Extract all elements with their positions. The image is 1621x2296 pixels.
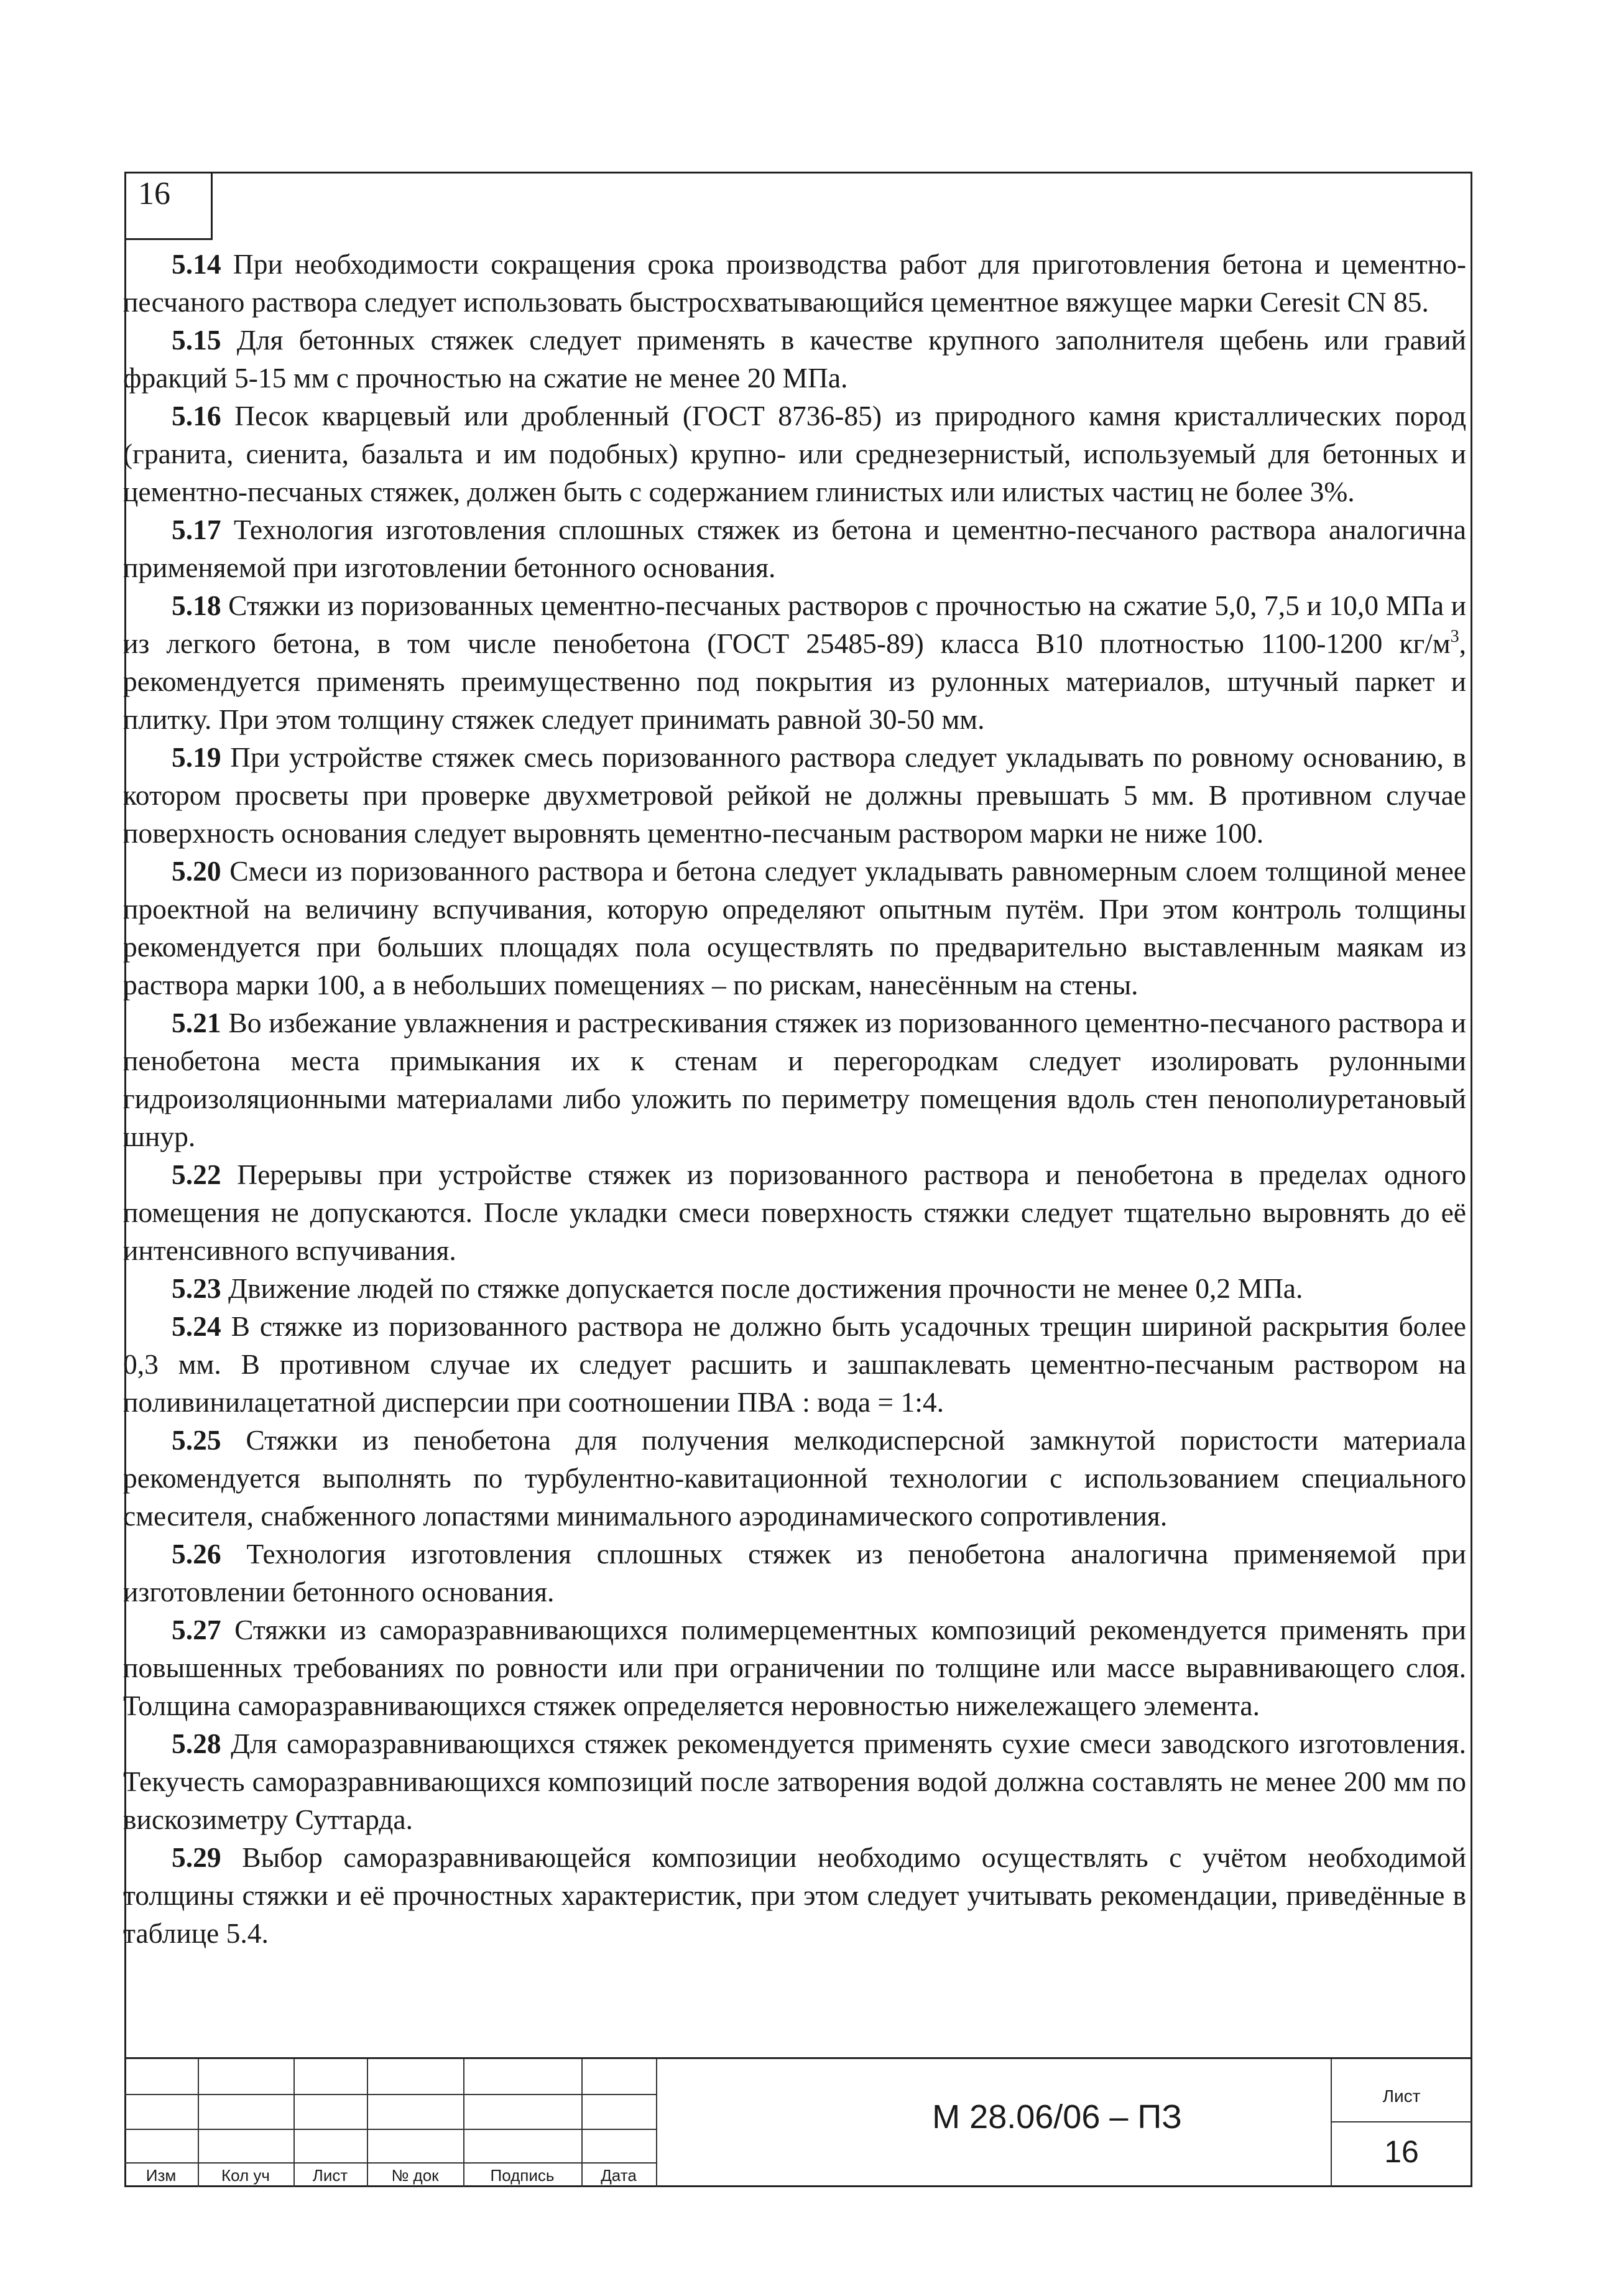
stamp-row-line xyxy=(124,2162,656,2164)
title-block xyxy=(124,2057,1472,2187)
paragraph-5-20: 5.20 Смеси из поризованного раствора и бетона следует укладывать равномерным слоем толщиной менее проектной на величину вспучивания, которую определяют опытным путём. При этом контроль толщины рекомендуется при больших площадях пола осуществлять по предварительно выставленным маякам из раствора марки 100, а в небольших помещениях – по рискам, нанесённым на стены. xyxy=(123,855,1466,1001)
paragraph-5-14: 5.14 При необходимости сокращения срока производства работ для приготовления бетона и цементно-песчаного раствора следует использовать быстросхватывающийся цементное вяжущее марки Ceresit CN 85. xyxy=(123,248,1466,318)
paragraph-5-22: 5.22 Перерывы при устройстве стяжек из поризованного раствора и пенобетона в пределах одного помещения не допускаются. После укладки смеси поверхность стяжки следует тщательно выровнять до её интенсивного вспучивания. xyxy=(123,1159,1466,1266)
paragraph-5-16: 5.16 Песок кварцевый или дробленный (ГОСТ 8736-85) из природного камня кристаллических пород (гранита, сиенита, базальта и им подобных) крупно- или среднезернистый, используемый для бетонных и цементно-песчаных стяжек, должен быть с содержанием глинистых или илистых частиц не более 3%. xyxy=(123,400,1466,507)
stamp-divider xyxy=(656,2059,657,2187)
paragraph-5-19: 5.19 При устройстве стяжек смесь поризованного раствора следует укладывать по ровному основанию, в котором просветы при проверке двухметровой рейкой не должны превышать 5 мм. В противном случае поверхность основания следует выровнять цементно-песчаным раствором марки не ниже 100. xyxy=(123,741,1466,849)
paragraph-5-29: 5.29 Выбор саморазравнивающейся композиции необходимо осуществлять с учётом необходимой толщины стяжки и её прочностных характеристик, при этом следует учитывать рекомендации, приведённые в таблице 5.4. xyxy=(123,1841,1466,1949)
paragraph-5-28: 5.28 Для саморазравнивающихся стяжек рекомендуется применять сухие смеси заводского изготовления. Текучесть саморазравнивающихся композиций после затворения водой должна составлять не менее 200 мм по вискозиметру Суттарда. xyxy=(123,1728,1466,1835)
paragraph-5-24: 5.24 В стяжке из поризованного раствора не должно быть усадочных трещин шириной раскрытия более 0,3 мм. В противном случае их следует расшить и зашпаклевать цементно-песчаным раствором на поливинилацетатной дисперсии при соотношении ПВА : вода = 1:4. xyxy=(123,1310,1466,1418)
paragraph-5-25: 5.25 Стяжки из пенобетона для получения мелкодисперсной замкнутой пористости материала рекомендуется выполнять по турбулентно-кавитационной технологии с использованием специального смесителя, снабженного лопастями минимального аэродинамического сопротивления. xyxy=(123,1424,1466,1532)
stamp-row-line xyxy=(124,2094,656,2095)
paragraph-5-15: 5.15 Для бетонных стяжек следует применять в качестве крупного заполнителя щебень или гравий фракций 5-15 мм с прочностью на сжатие не менее 20 МПа. xyxy=(123,324,1466,394)
stamp-label-izm: Изм xyxy=(145,2166,177,2185)
paragraph-5-17: 5.17 Технология изготовления сплошных стяжек из бетона и цементно-песчаного раствора аналогична применяемой при изготовлении бетонного основания. xyxy=(123,514,1466,583)
stamp-row-line xyxy=(1331,2121,1472,2122)
sheet-number: 16 xyxy=(1384,2134,1419,2169)
stamp-label-kol-uch: Кол уч xyxy=(221,2166,270,2185)
paragraph-5-23: 5.23 Движение людей по стяжке допускается после достижения прочности не менее 0,2 МПа. xyxy=(172,1272,1303,1304)
paragraph-5-27: 5.27 Стяжки из саморазравнивающихся полимерцементных композиций рекомендуется применять при повышенных требованиях по ровности или при ограничении по толщине или массе выравнивающего слоя. Толщина саморазравнивающихся стяжек определяется неровностью нижележащего элемента. xyxy=(123,1614,1466,1721)
body-text xyxy=(123,245,1466,1952)
stamp-label-list: Лист xyxy=(312,2166,348,2185)
paragraph-5-18: 5.18 Стяжки из поризованных цементно-песчаных растворов с прочностью на сжатие 5,0, 7,5 и 10,0 МПа и из легкого бетона, в том числе пенобетона (ГОСТ 25485-89) класса В10 плотностью 1100-1200 $кг/м^3$, рекомендуется применять преимущественно под покрытия из рулонных материалов, штучный паркет и плитку. При этом толщину стяжек следует принимать равной 30-50 мм. xyxy=(123,590,1466,735)
stamp-label-data: Дата xyxy=(601,2166,637,2185)
stamp-row-line xyxy=(124,2129,656,2130)
paragraph-5-21: 5.21 Во избежание увлажнения и растрескивания стяжек из поризованного цементно-песчаного раствора и пенобетона места примыкания их к стенам и перегородкам следует изолировать рулонными гидроизоляционными материалами либо уложить по периметру помещения вдоль стен пенополиуретановый шнур. xyxy=(123,1007,1466,1152)
sheet-label: Лист xyxy=(1382,2086,1421,2106)
document-code: М 28.06/06 – ПЗ xyxy=(932,2098,1182,2136)
paragraph-5-26: 5.26 Технология изготовления сплошных стяжек из пенобетона аналогична применяемой при изготовлении бетонного основания. xyxy=(123,1538,1466,1608)
stamp-label-no-dok: № док xyxy=(391,2166,439,2185)
page-number: 16 xyxy=(124,172,213,240)
stamp-label-podpis: Подпись xyxy=(490,2166,555,2185)
